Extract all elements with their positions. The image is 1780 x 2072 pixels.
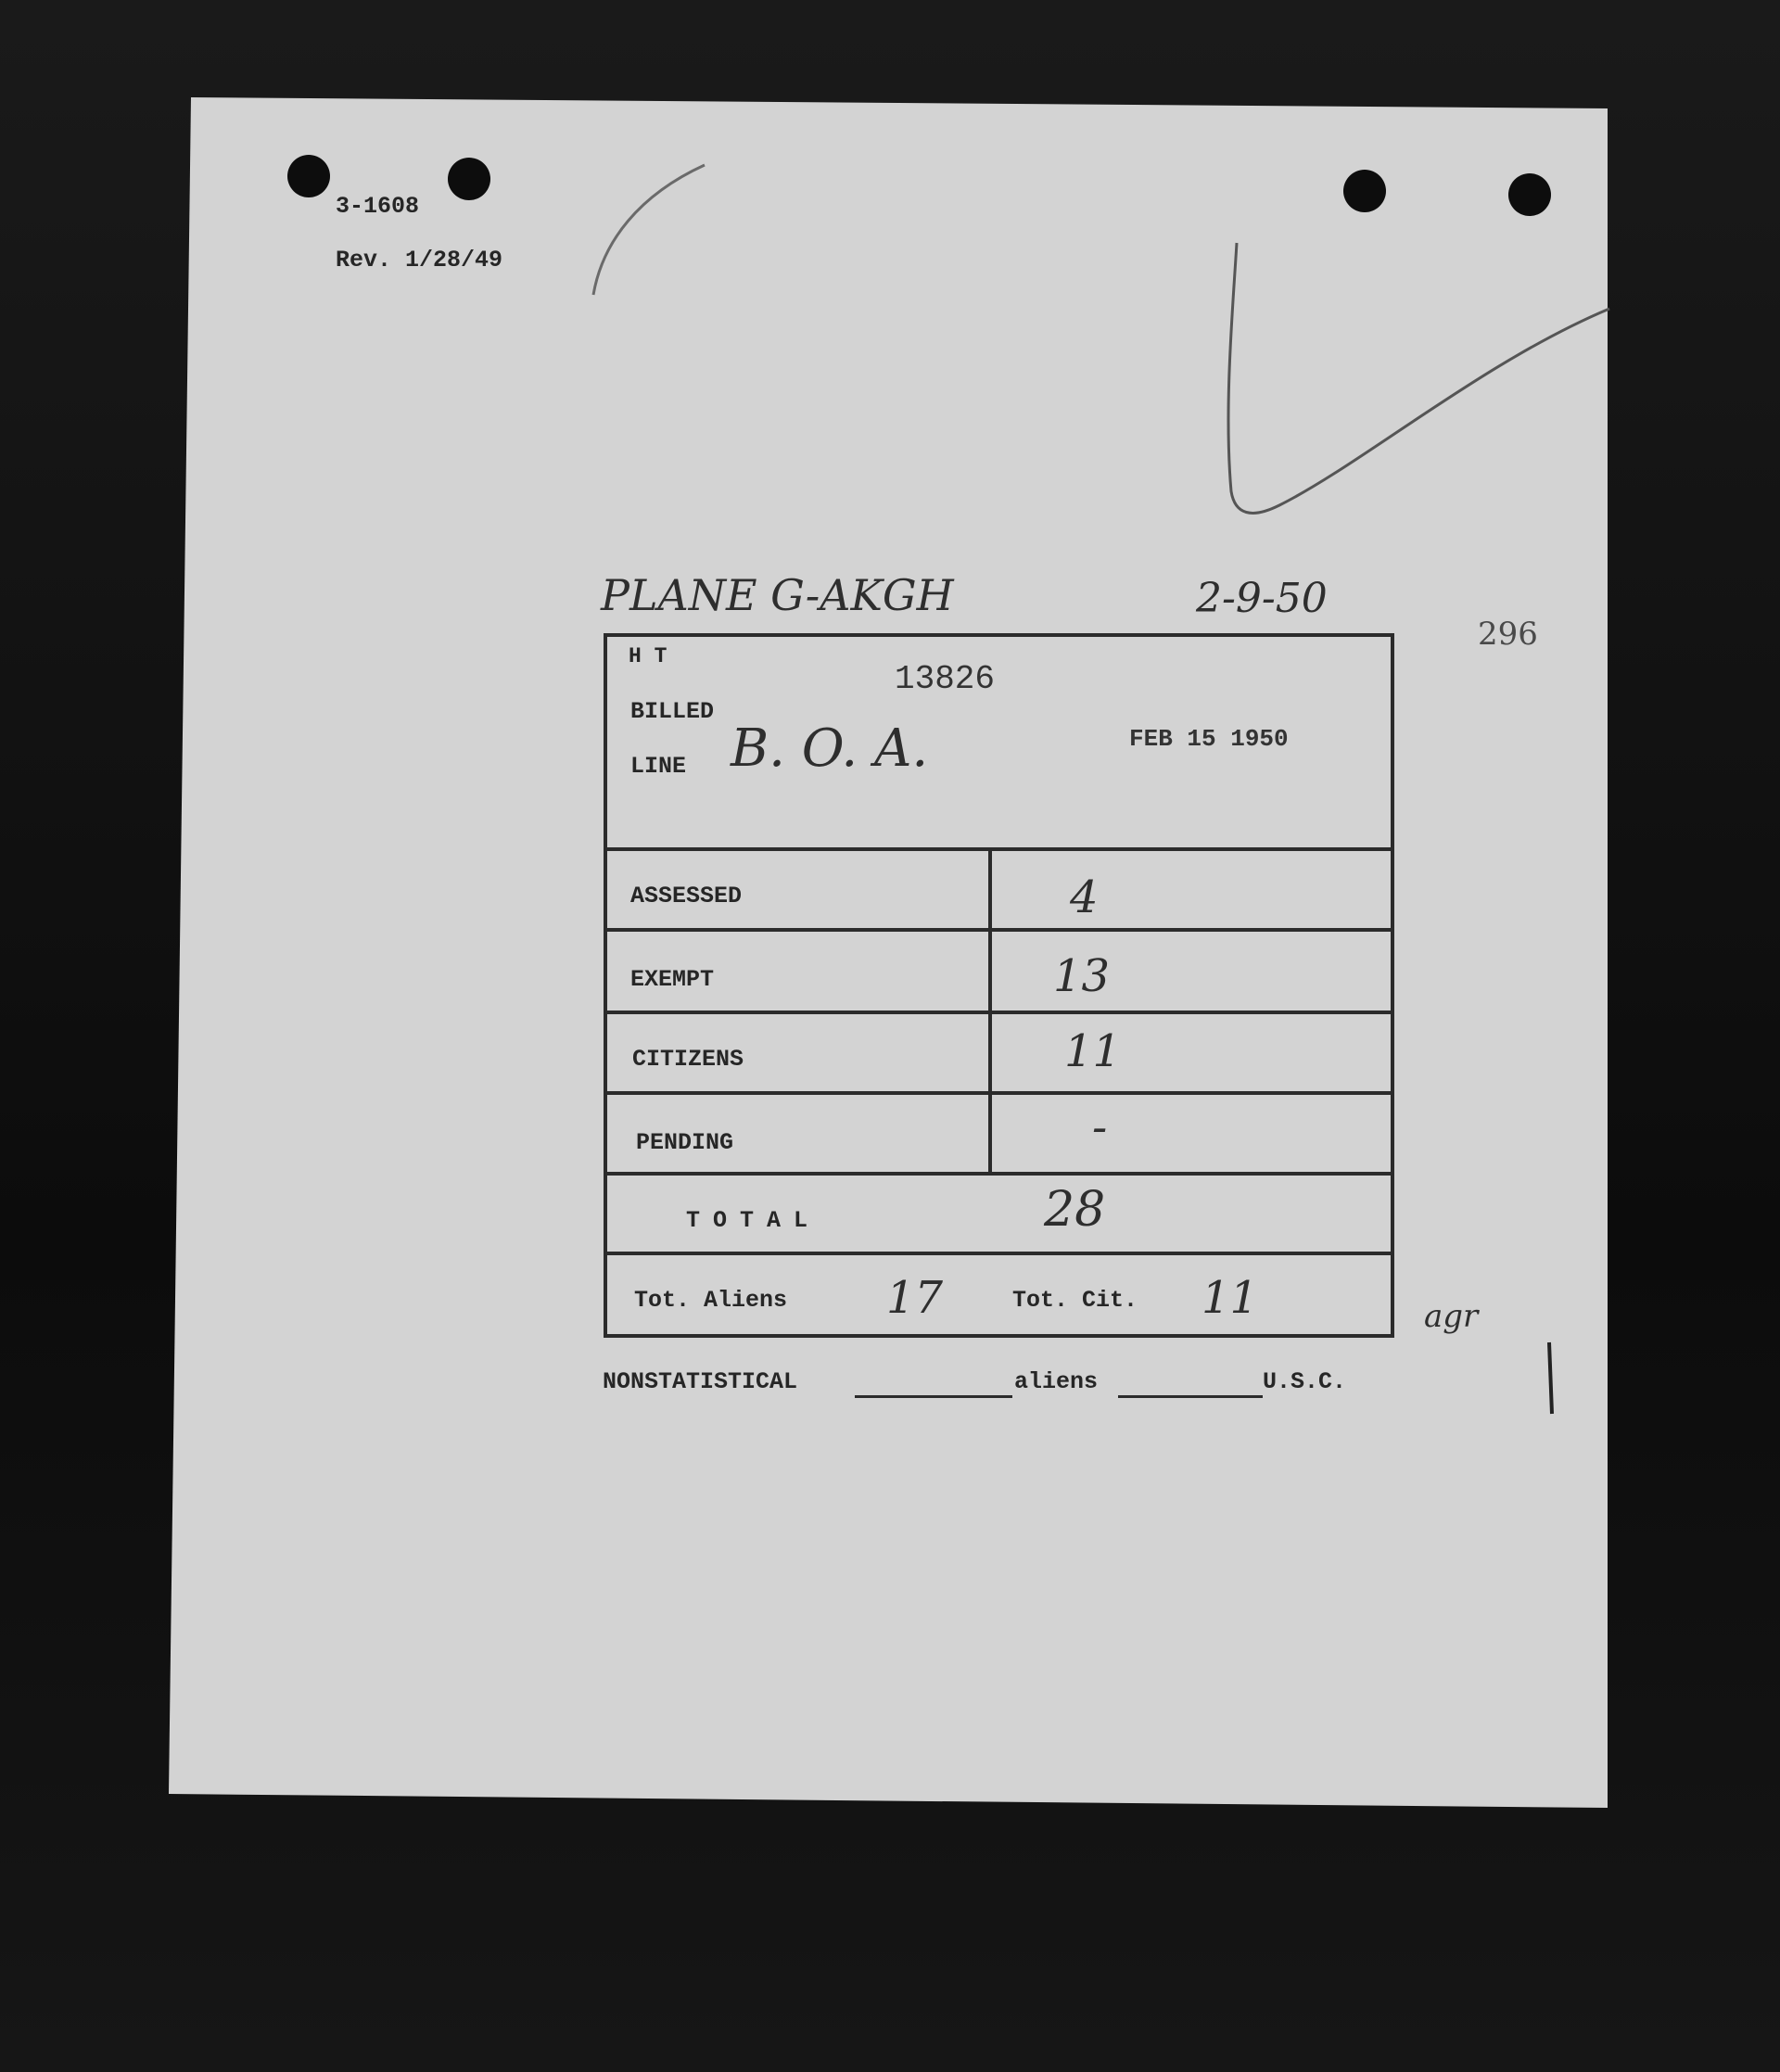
row-divider xyxy=(604,1091,1394,1095)
row-label-citizens: CITIZENS xyxy=(632,1046,744,1073)
check-mark xyxy=(1228,243,1609,513)
plane-identifier: PLANE G-AKGH xyxy=(601,570,954,620)
page-number: 296 xyxy=(1478,616,1538,653)
aliens-blank xyxy=(1118,1395,1263,1398)
aliens-label: aliens xyxy=(1014,1368,1099,1395)
row-label-exempt: EXEMPT xyxy=(630,966,715,993)
ht-number: 13826 xyxy=(895,660,996,698)
received-stamp: FEB 15 1950 xyxy=(1129,725,1289,753)
row-value-assessed: 4 xyxy=(1070,871,1099,923)
row-value-citizens: 11 xyxy=(1064,1025,1122,1077)
row-divider xyxy=(604,1172,1394,1176)
total-aliens-value: 17 xyxy=(886,1272,944,1324)
row-label-pending: PENDING xyxy=(636,1129,734,1156)
total-citizens-value: 11 xyxy=(1202,1272,1259,1324)
ht-label: H T xyxy=(629,644,668,668)
usc-label: U.S.C. xyxy=(1263,1368,1347,1395)
column-divider xyxy=(988,847,992,1172)
line-value: B. O. A. xyxy=(731,718,929,779)
row-divider xyxy=(604,847,1394,851)
row-value-pending: - xyxy=(1092,1101,1108,1153)
row-divider xyxy=(604,928,1394,932)
nonstatistical-blank xyxy=(855,1395,1012,1398)
form-number: 3-1608 xyxy=(336,193,420,220)
row-value-exempt: 13 xyxy=(1053,950,1111,1002)
total-value: 28 xyxy=(1044,1182,1106,1238)
pencil-arc xyxy=(593,165,705,295)
initials: agr xyxy=(1424,1298,1479,1335)
row-divider xyxy=(604,1011,1394,1014)
total-aliens-label: Tot. Aliens xyxy=(634,1287,788,1314)
total-citizens-label: Tot. Cit. xyxy=(1012,1287,1138,1314)
row-label-assessed: ASSESSED xyxy=(630,883,743,909)
total-label: TOTAL xyxy=(686,1207,821,1234)
document-date: 2-9-50 xyxy=(1196,575,1328,622)
side-mark xyxy=(1549,1342,1552,1414)
billed-label: BILLED xyxy=(630,698,715,725)
nonstatistical-label: NONSTATISTICAL xyxy=(603,1368,798,1395)
row-divider xyxy=(604,1252,1394,1255)
line-label: LINE xyxy=(630,753,687,780)
form-revision: Rev. 1/28/49 xyxy=(336,247,503,273)
